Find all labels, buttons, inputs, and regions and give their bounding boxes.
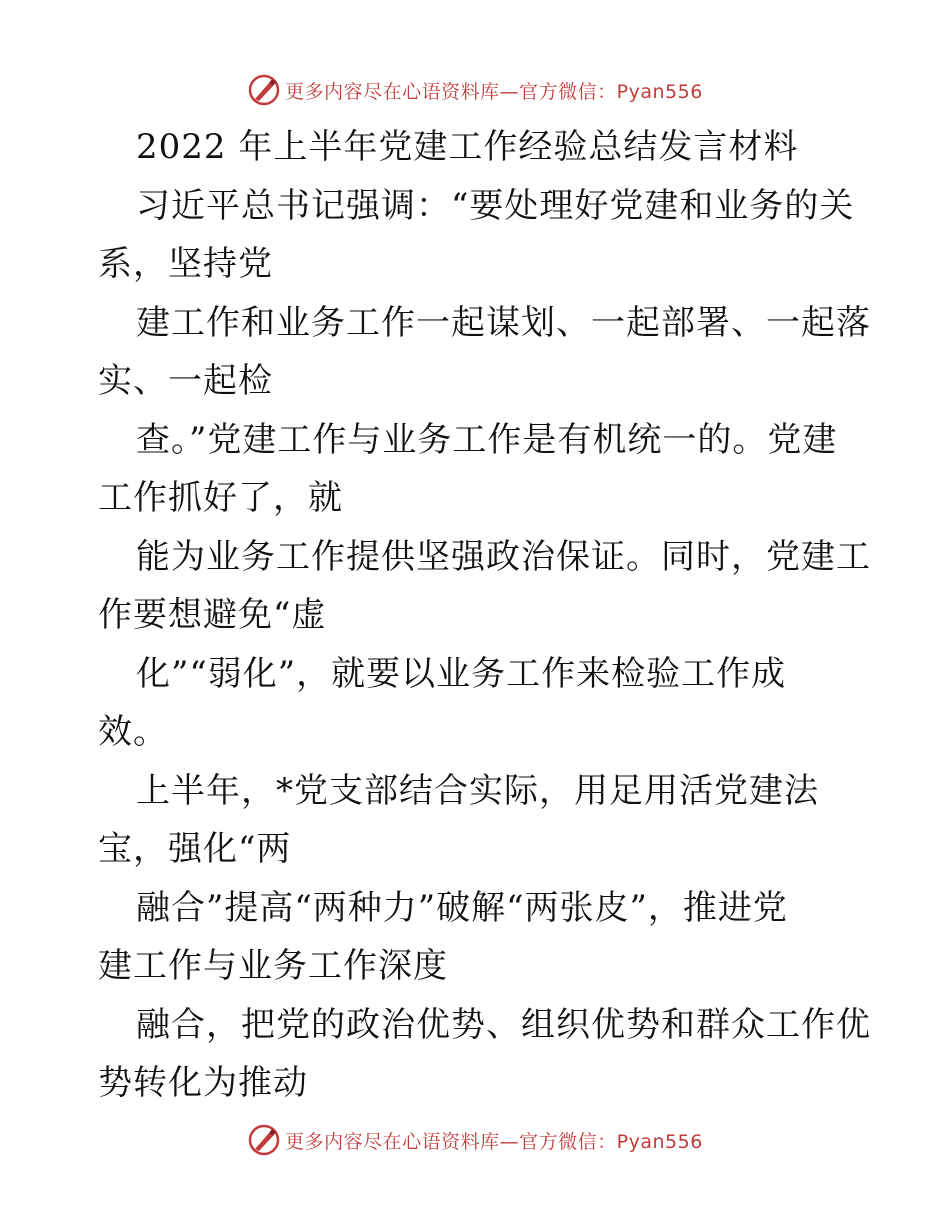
paragraph-line: 融合，把党的政治优势、组织优势和群众工作优 <box>136 1004 871 1045</box>
paragraph-line: 建工作和业务工作一起谋划、一起部署、一起落 <box>136 302 871 343</box>
watermark-text: 更多内容尽在心语资料库—官方微信：Pyan556 <box>285 80 703 103</box>
pen-logo-icon <box>247 73 281 107</box>
paragraph-line: 化”“弱化”，就要以业务工作来检验工作成 <box>136 653 787 694</box>
paragraph-line: 查。”党建工作与业务工作是有机统一的。党建 <box>136 419 838 460</box>
header-watermark <box>0 70 950 110</box>
document-title: 2022 年上半年党建工作经验总结发言材料 <box>136 127 799 167</box>
document-body <box>98 118 871 1113</box>
watermark-text: 更多内容尽在心语资料库—官方微信：Pyan556 <box>285 1130 703 1153</box>
paragraph-line: 宝，强化“两 <box>98 829 292 869</box>
paragraph-line: 融合”提高“两种力”破解“两张皮”，推进党 <box>136 887 788 928</box>
paragraph-line: 工作抓好了，就 <box>98 478 343 518</box>
paragraph-line: 效。 <box>98 712 168 752</box>
paragraph-line: 建工作与业务工作深度 <box>98 946 448 986</box>
paragraph-line: 实、一起检 <box>98 361 273 401</box>
paragraph-line: 作要想避免“虚 <box>98 595 327 635</box>
paragraph-line: 习近平总书记强调：“要处理好党建和业务的关 <box>136 185 855 226</box>
footer-watermark <box>0 1120 950 1160</box>
paragraph-line: 能为业务工作提供坚强政治保证。同时，党建工 <box>136 536 871 577</box>
paragraph-line: 势转化为推动 <box>98 1063 308 1103</box>
pen-logo-icon <box>247 1123 281 1157</box>
paragraph-line: 上半年，*党支部结合实际，用足用活党建法 <box>136 770 819 811</box>
paragraph-line: 系，坚持党 <box>98 244 273 284</box>
